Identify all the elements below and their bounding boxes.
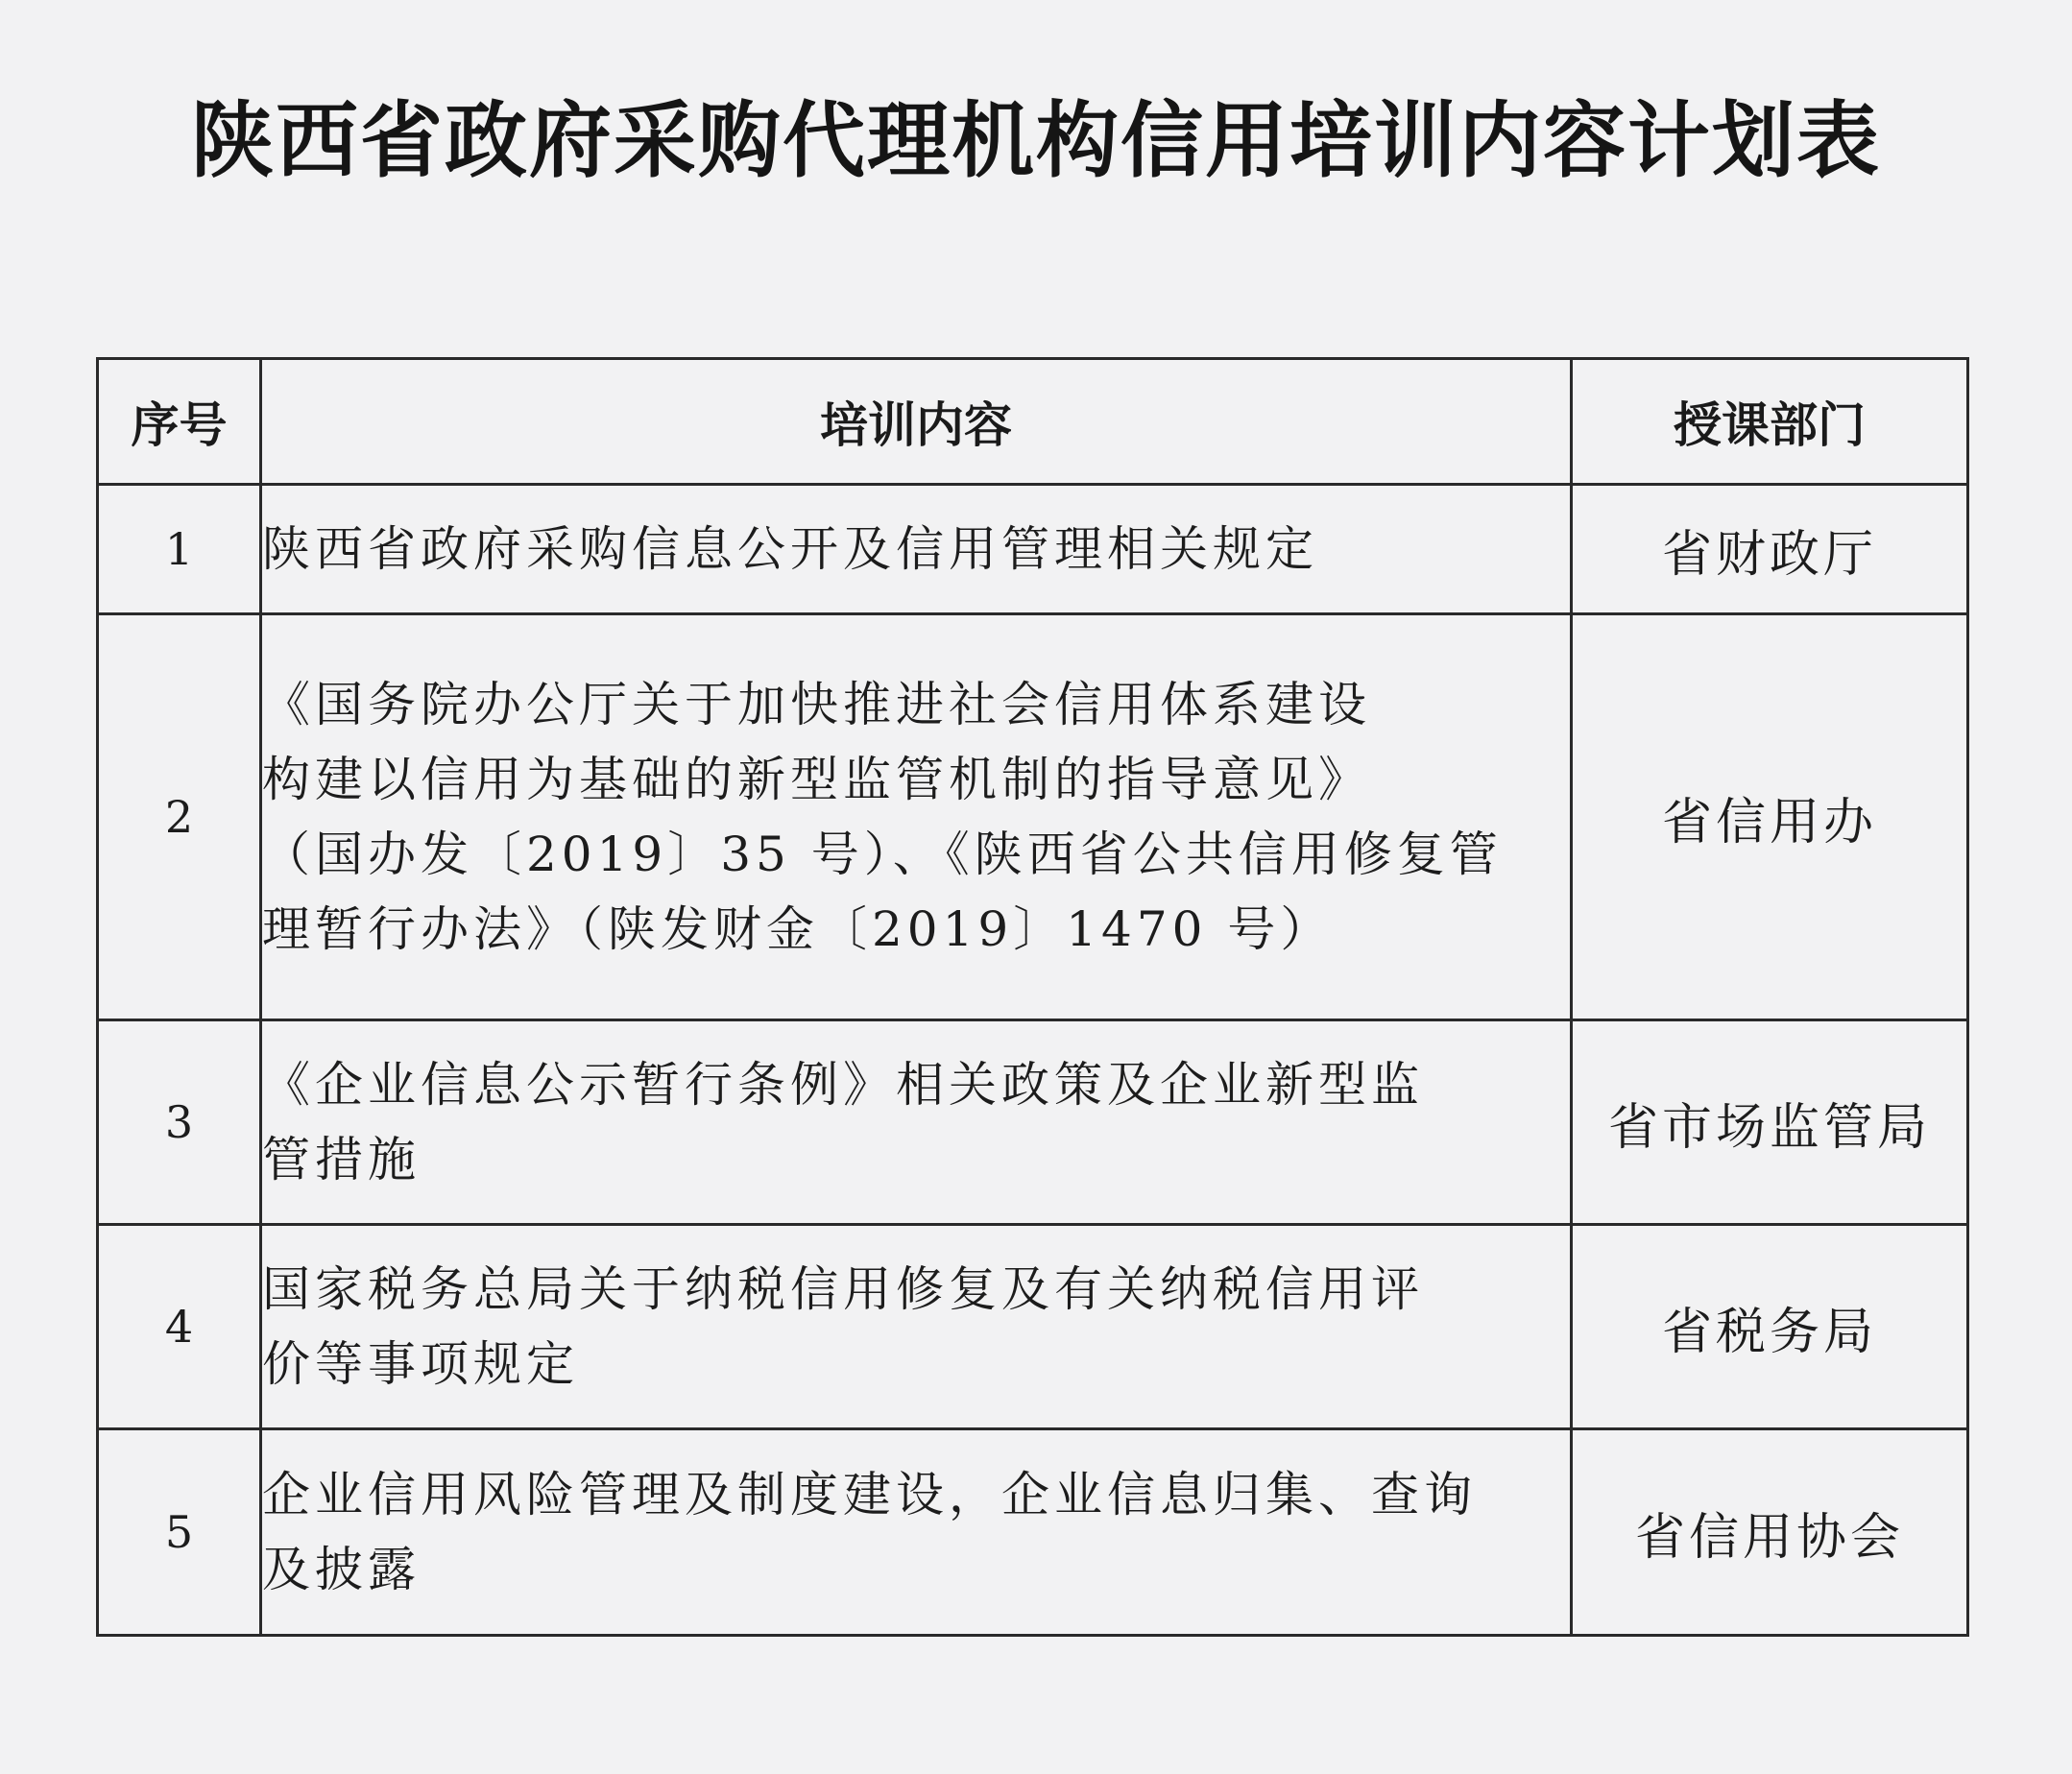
- row-department: 省信用办: [1572, 614, 1968, 1020]
- row-content: [261, 485, 1572, 614]
- content-line: 《国务院办公厅关于加快推进社会信用体系建设: [262, 677, 1371, 732]
- content-line: 及披露: [262, 1542, 421, 1597]
- content-line: 《企业信息公示暂行条例》相关政策及企业新型监: [262, 1057, 1424, 1113]
- content-line: 构建以信用为基础的新型监管机制的指导意见》: [262, 752, 1371, 807]
- content-line: 国家税务总局关于纳税信用修复及有关纳税信用评: [262, 1261, 1424, 1317]
- row-number: 3: [98, 1020, 261, 1225]
- row-department: 省税务局: [1572, 1225, 1968, 1429]
- row-content: [261, 614, 1572, 1020]
- row-content: [261, 1020, 1572, 1225]
- row-number: 2: [98, 614, 261, 1020]
- table-header-row: [98, 359, 1968, 485]
- header-teaching-department: 授课部门: [1572, 359, 1968, 485]
- content-line: 企业信用风险管理及制度建设，企业信息归集、查询: [262, 1467, 1477, 1522]
- content-line: 理暂行办法》（陕发财金〔2019〕1470 号）: [262, 901, 1334, 957]
- training-plan-table: [96, 357, 1969, 1637]
- document-title: 陕西省政府采购代理机构信用培训内容计划表: [191, 93, 1881, 189]
- table-row: [98, 485, 1968, 614]
- header-training-content: 培训内容: [261, 359, 1572, 485]
- row-department: 省市场监管局: [1572, 1020, 1968, 1225]
- table-row: [98, 1225, 1968, 1429]
- row-department: 省财政厅: [1572, 485, 1968, 614]
- table-row: [98, 1429, 1968, 1636]
- content-line: 陕西省政府采购信息公开及信用管理相关规定: [262, 521, 1318, 577]
- row-content: [261, 1429, 1572, 1636]
- row-number: 1: [98, 485, 261, 614]
- content-line: 管措施: [262, 1132, 421, 1187]
- row-content: [261, 1225, 1572, 1429]
- content-line: （国办发〔2019〕35 号）、《陕西省公共信用修复管: [262, 827, 1503, 882]
- content-line: 价等事项规定: [262, 1336, 579, 1392]
- table-row: [98, 614, 1968, 1020]
- row-number: 4: [98, 1225, 261, 1429]
- table-row: [98, 1020, 1968, 1225]
- header-serial-number: 序号: [98, 359, 261, 485]
- row-number: 5: [98, 1429, 261, 1636]
- row-department: 省信用协会: [1572, 1429, 1968, 1636]
